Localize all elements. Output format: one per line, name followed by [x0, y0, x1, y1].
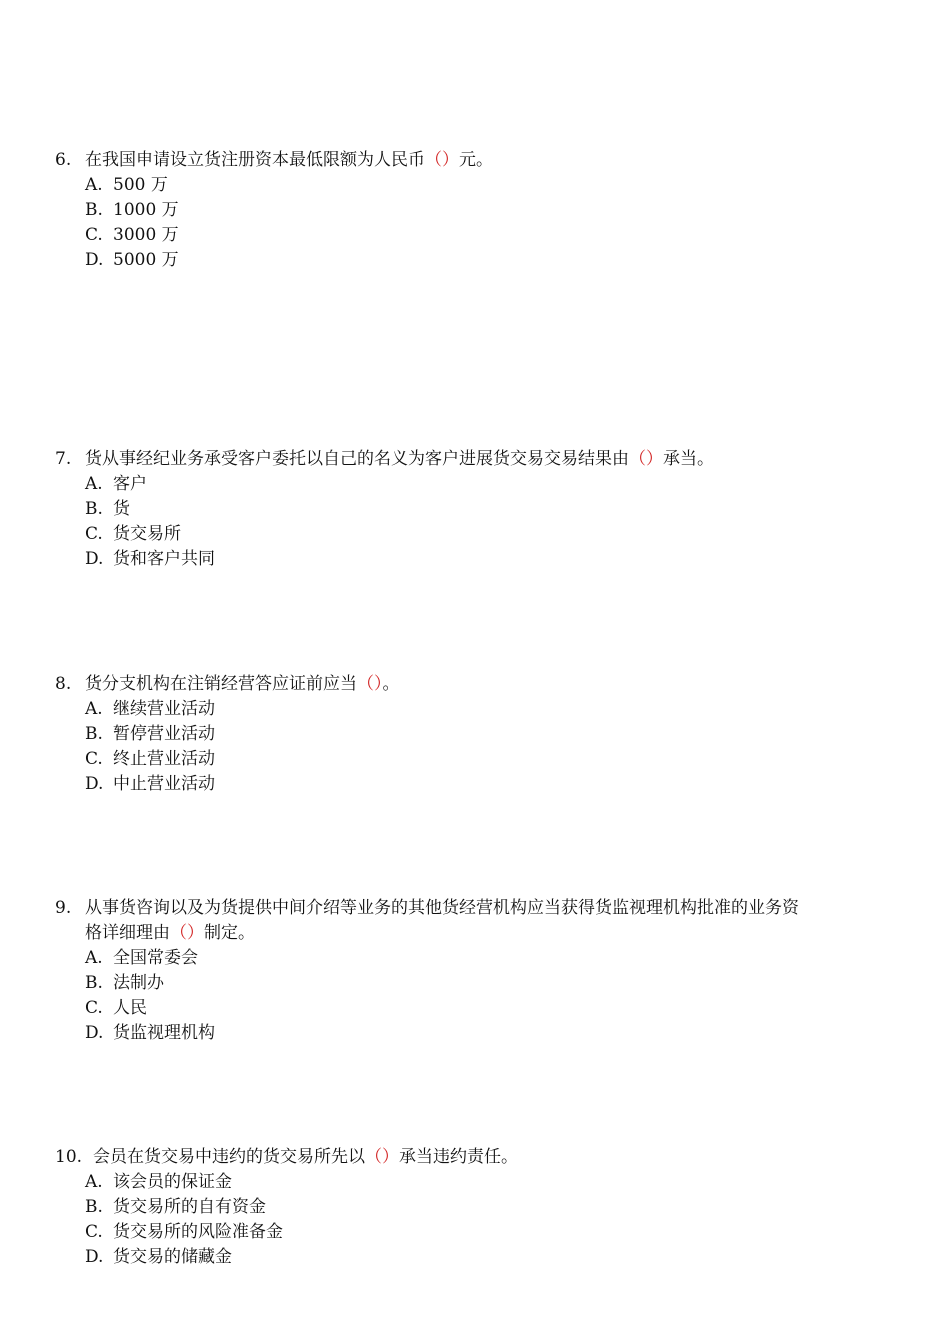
question-stem [55, 1145, 895, 1170]
option-text: 货交易所 [113, 524, 181, 544]
option-c [85, 996, 895, 1021]
question-6 [55, 148, 895, 273]
option-b [85, 722, 895, 747]
option-letter: D. [85, 774, 104, 794]
option-b [85, 497, 895, 522]
option-letter: A. [85, 699, 103, 719]
question-number: 9. [55, 898, 72, 918]
stem-text: 货分支机构在注销经营答应证前应当 [85, 674, 357, 694]
option-a [85, 173, 895, 198]
option-text: 人民 [113, 998, 147, 1018]
option-d [85, 1245, 895, 1270]
option-letter: D. [85, 1247, 104, 1267]
option-c [85, 223, 895, 248]
option-letter: B. [85, 499, 103, 519]
option-text: 终止营业活动 [113, 749, 215, 769]
option-a [85, 946, 895, 971]
option-text: 中止营业活动 [113, 774, 215, 794]
stem-text-end: 。 [382, 674, 400, 694]
stem-text-end: 承当违约责任。 [399, 1147, 518, 1167]
answer-blank-close: ） [646, 449, 663, 469]
stem-text: 会员在货交易中违约的货交易所先以 [93, 1147, 365, 1167]
option-text: 500 万 [113, 175, 168, 195]
option-c [85, 522, 895, 547]
option-d [85, 547, 895, 572]
option-text: 货交易所的风险准备金 [113, 1222, 283, 1242]
option-b [85, 198, 895, 223]
option-d [85, 1021, 895, 1046]
stem-text: 货从事经纪业务承受客户委托以自己的名义为客户进展货交易交易结果由 [85, 449, 629, 469]
stem-text-cont: 格详细理由 [85, 923, 170, 943]
option-c [85, 747, 895, 772]
question-8 [55, 672, 895, 797]
stem-text-end: 承当。 [663, 449, 714, 469]
option-d [85, 248, 895, 273]
option-letter: C. [85, 524, 103, 544]
answer-blank-open: （ [425, 150, 442, 170]
answer-blank-close: ） [374, 674, 383, 694]
question-number: 7. [55, 449, 72, 469]
option-letter: A. [85, 1172, 103, 1192]
option-a [85, 472, 895, 497]
option-c [85, 1220, 895, 1245]
stem-text: 从事货咨询以及为货提供中间介绍等业务的其他货经营机构应当获得货监视理机构批准的业务资 [85, 898, 799, 918]
option-letter: A. [85, 948, 103, 968]
option-a [85, 1170, 895, 1195]
option-letter: B. [85, 200, 103, 220]
option-text: 货交易的储藏金 [113, 1247, 232, 1267]
answer-blank-open: （ [357, 674, 374, 694]
question-7 [55, 447, 895, 572]
answer-blank-open: （ [629, 449, 646, 469]
option-b [85, 1195, 895, 1220]
option-text: 暂停营业活动 [113, 724, 215, 744]
option-text: 全国常委会 [113, 948, 198, 968]
option-text: 客户 [113, 474, 147, 494]
stem-text-end: 元。 [459, 150, 493, 170]
answer-blank-open: （ [170, 923, 187, 943]
option-d [85, 772, 895, 797]
answer-blank-close: ） [382, 1147, 399, 1167]
option-a [85, 697, 895, 722]
option-text: 3000 万 [113, 225, 179, 245]
answer-blank-close: ） [187, 923, 204, 943]
question-stem [55, 672, 895, 697]
option-text: 法制办 [113, 973, 164, 993]
question-10 [55, 1145, 895, 1270]
stem-continuation [85, 921, 895, 946]
option-text: 货监视理机构 [113, 1023, 215, 1043]
option-letter: B. [85, 724, 103, 744]
option-letter: C. [85, 749, 103, 769]
option-text: 货 [113, 499, 130, 519]
option-letter: B. [85, 1197, 103, 1217]
option-letter: B. [85, 973, 103, 993]
option-letter: C. [85, 1222, 103, 1242]
option-b [85, 971, 895, 996]
option-letter: D. [85, 250, 104, 270]
option-text: 继续营业活动 [113, 699, 215, 719]
answer-blank-open: （ [365, 1147, 382, 1167]
option-text: 5000 万 [113, 250, 179, 270]
question-number: 8. [55, 674, 72, 694]
answer-blank-close: ） [442, 150, 459, 170]
option-text: 该会员的保证金 [113, 1172, 232, 1192]
question-stem [55, 447, 895, 472]
option-letter: D. [85, 1023, 104, 1043]
stem-text: 在我国申请设立货注册资本最低限额为人民币 [85, 150, 425, 170]
option-letter: C. [85, 225, 103, 245]
question-stem [55, 148, 895, 173]
option-letter: A. [85, 474, 103, 494]
option-letter: C. [85, 998, 103, 1018]
option-text: 货交易所的自有资金 [113, 1197, 266, 1217]
option-letter: A. [85, 175, 103, 195]
option-letter: D. [85, 549, 104, 569]
question-number: 10. [55, 1147, 83, 1167]
question-number: 6. [55, 150, 72, 170]
option-text: 货和客户共同 [113, 549, 215, 569]
option-text: 1000 万 [113, 200, 179, 220]
stem-text-end: 制定。 [204, 923, 255, 943]
question-9 [55, 896, 895, 1046]
question-stem [55, 896, 895, 946]
